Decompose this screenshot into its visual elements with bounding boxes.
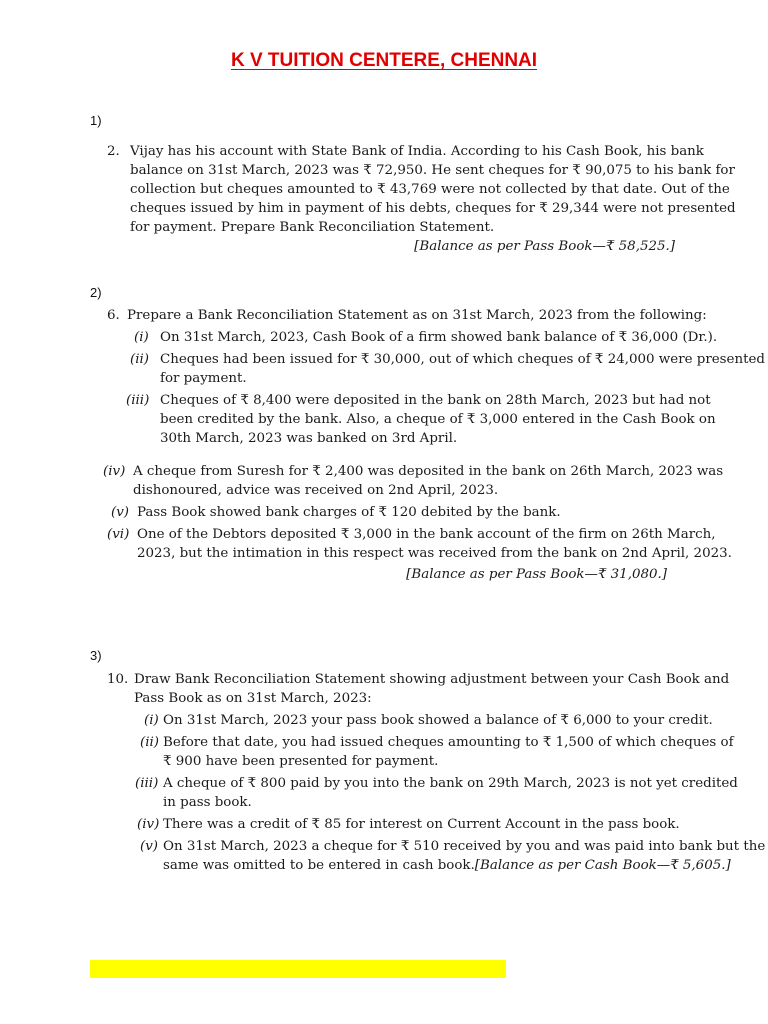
question-2-label: 2) [90, 285, 102, 300]
item-text: 30th March, 2023 was banked on 3rd April. [160, 431, 458, 446]
question-3 [107, 670, 766, 875]
question-2 [103, 306, 765, 584]
item-text: On 31st March, 2023 your pass book showed a balance of ₹ 6,000 to your credit. [163, 713, 713, 728]
question-text-line: for payment. Prepare Bank Reconciliation Statement. [130, 220, 495, 235]
item-number: (vi) [107, 527, 130, 542]
item-number: (i) [144, 713, 159, 728]
answer-note: [Balance as per Pass Book—₹ 58,525.] [414, 239, 675, 254]
item-text: dishonoured, advice was received on 2nd April, 2023. [133, 483, 499, 498]
item-text: Before that date, you had issued cheques amounting to ₹ 1,500 of which cheques of [163, 735, 734, 750]
question-3-label: 3) [90, 648, 102, 663]
item-text: One of the Debtors deposited ₹ 3,000 in the bank account of the firm on 26th March, [137, 527, 716, 542]
question-1 [107, 142, 736, 256]
item-text: Pass Book showed bank charges of ₹ 120 debited by the bank. [137, 505, 561, 520]
answer-note: [Balance as per Pass Book—₹ 31,080.] [406, 567, 667, 582]
item-number: (ii) [130, 352, 150, 367]
item-number: (iv) [103, 464, 126, 479]
item-number: (iii) [135, 776, 159, 791]
item-text: There was a credit of ₹ 85 for interest on Current Account in the pass book. [163, 817, 680, 832]
question-intro: Prepare a Bank Reconciliation Statement as on 31st March, 2023 from the following: [127, 308, 707, 323]
question-intro: Draw Bank Reconciliation Statement showing adjustment between your Cash Book and [134, 672, 730, 687]
item-number: (v) [111, 505, 130, 520]
item-text: been credited by the bank. Also, a cheque of ₹ 3,000 entered in the Cash Book on [160, 412, 716, 427]
item-text: On 31st March, 2023, Cash Book of a firm showed bank balance of ₹ 36,000 (Dr.). [160, 330, 718, 345]
item-text: A cheque from Suresh for ₹ 2,400 was deposited in the bank on 26th March, 2023 was [133, 464, 724, 479]
item-number: (iv) [137, 817, 160, 832]
question-intro: Pass Book as on 31st March, 2023: [134, 691, 372, 706]
item-number: (i) [134, 330, 149, 345]
item-text: 2023, but the intimation in this respect was received from the bank on 2nd April, 2023. [137, 546, 732, 561]
item-number: (v) [140, 839, 159, 854]
answer-note: [Balance as per Cash Book—₹ 5,605.] [474, 858, 731, 873]
question-1-label: 1) [90, 113, 102, 128]
item-text: Cheques of ₹ 8,400 were deposited in the bank on 28th March, 2023 but had not [160, 393, 711, 408]
question-text-line: Vijay has his account with State Bank of India. According to his Cash Book, his bank [130, 144, 704, 159]
item-number: (iii) [126, 393, 150, 408]
question-number: 2. [107, 144, 120, 159]
item-text: Cheques had been issued for ₹ 30,000, out of which cheques of ₹ 24,000 were presented [160, 352, 765, 367]
item-text: ₹ 900 have been presented for payment. [163, 754, 439, 769]
question-text-line: collection but cheques amounted to ₹ 43,769 were not collected by that date. Out of the [130, 182, 730, 197]
question-text-line: balance on 31st March, 2023 was ₹ 72,950. He sent cheques for ₹ 90,075 to his bank for [130, 163, 735, 178]
item-text: same was omitted to be entered in cash book. [163, 858, 475, 873]
item-text: for payment. [160, 371, 247, 386]
item-text: On 31st March, 2023 a cheque for ₹ 510 received by you and was paid into bank but the [163, 839, 766, 854]
item-text: A cheque of ₹ 800 paid by you into the bank on 29th March, 2023 is not yet credited [163, 776, 738, 791]
question-number: 6. [107, 308, 120, 323]
question-number: 10. [107, 672, 129, 687]
page-title: K V TUITION CENTERE, CHENNAI [230, 50, 538, 71]
highlight-bar [90, 960, 506, 978]
item-text: in pass book. [163, 795, 252, 810]
question-text-line: cheques issued by him in payment of his debts, cheques for ₹ 29,344 were not presented [130, 201, 736, 216]
item-number: (ii) [140, 735, 160, 750]
